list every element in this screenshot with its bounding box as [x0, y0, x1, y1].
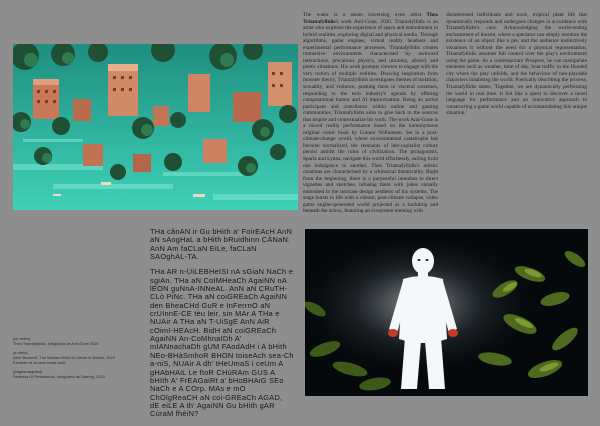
caption-label: (pàgina següent): [13, 369, 43, 374]
caption-next-page: [13, 369, 133, 379]
essay-column-1: [303, 12, 438, 215]
essay-body-continued: disinterested individuals and toxic, tropical plant life that dynamically responds and undergoes changes in accordance with Triantafyllidis's cues. Acknowledging the world-ending enchantment of theatre, where a spectator can simply mention the existence of an object like a pie, and the audience instinctively visualises it without the need for a physical representation, Triantafyllidis assumes full control over the play's environment using the game. As a contemporary Prospero, he can manipulate elements such as weather, time of day, boat traffic in the flooded city where the play unfolds, and the behaviour of non-playable characters inhabiting the world. Poetically describing the process, Triantafyllidis states, 'Together, we are dynamically performing the world in real time. It felt like a quest to discover a novel language for performance and an innovative approach to constructing a game world capable of accommodating this unique situation.': [446, 12, 587, 117]
glitch-paragraph-1: THa cânAN ir Gu bHith a' FoirEAcH AnN aN sAogHaL a bHith bRuidhinn CÀNaN. AnN Am faCLaN EiLe, faCLaN SAOghAL-TA.: [150, 227, 293, 262]
caption-video: [13, 336, 133, 346]
caption-text: Alice Bucknell, The Martian Word for World is Mother, 2023: [13, 355, 115, 360]
caption-text: Federica Di Pietrantonio, fotograma de Dwinng, 2023: [13, 374, 105, 379]
essay-column-2: [446, 12, 587, 117]
white-figure-image: [305, 229, 588, 396]
caption-right: [13, 350, 133, 365]
glitch-paragraph-2: THa AR n-UiLEBHeISI nA sGiaN NaCh e sgiAn. THa aN CoIMHeaCh AgaiNN nA lEON guNnA-INNeAL. AnN aN CRuTH-CLò PiNc. THa aN coiGREaCh AgaiNN den BheaCHd GuR e InFerrnO aN crUInnE-CE tèu leir, sin MAr A THa e NUAir A THa aN T-UiSgE AnN AiR cOimI-HEAcH. BidH aN coiGREaCh AgaiNN An-CoMhnaIDh A' mIANnachaDh gUM FAodAdH i A bHith NEo-BHàSmhoR BHON toiseAch sea-Ch a-niS, NUAir A dh' tHeUmaS i ceUm A gHAbHAiL Le fIoR CHùRAm GUS A bHIth A' FrEAGaiRt a' bHoBHAiG SEo NaCh e A COrp. MAs e mO ChOlgReaCH aN coi-GREaCh AGAD, dE eiLE A th' AgaiNN Gu bHith gAR CùraM fhèiN?: [150, 267, 294, 419]
essay-body: 's work Anti-Gone, 2020. Triantafyllidis is an artist who explores the experience of space and embodiment in hybrid realities, exploring digital and physical media. Through algorithms, game engines, virtual reality headsets and experimental performance processes, Triantafyllidis creates immersive environments characterised by awkward interactions, precarious physics, and uncanny, absurd, and poetic situations. His work prompts viewers to engage with the very notion of multiple realities. Drawing inspiration from monster theory, Triantafyllidis investigates themes of isolation, sexuality, and violence, pushing them to visceral extremes, responding to the tech industry's agenda by offering computational humor and AI improvisation. Being an active participant and contributor within online and gaming communities, Triantafyllidis aims to give back to the sources that inspire and contextualize his work. The work Anti-Gone is a mixed reality performance based on the homonymous original comic book by Connor Willumsen. Set in a post-climate-change world, where environmental catastrophe has become normalized, the remnants of late-capitalist culture persist amidst the ruins of civilization. The protagonists, Sparla and Lynna, navigate this world effortlessly, sailing from one indulgence to another. Theo Triantafyllidis's artistic creations are characterised by a whimsical theatricality. Right from the beginning, there is a purposeful intention to direct vignettes and sketches, infusing them with jokes visually embodied in the intricate design aesthetic of his systems. The stage bursts to life with a vibrant, post-climate collapse, video game engine-generated world projected as a backdrop and beneath the actors, featuring an ecosystem teeming with: [303, 18, 438, 215]
caption-label: (on video): [13, 336, 31, 341]
flooded-city-image: [13, 44, 298, 210]
artist-name: Theo Triantafyllidis: [303, 12, 438, 25]
caption-label: (a dreta): [13, 350, 28, 355]
essay-lead: The water is a steam traversing even artist: [303, 12, 427, 18]
caption-text: Theo Triantafyllidis, fotograma de Anti-Gone 2020: [13, 341, 99, 346]
glitch-text-block: [150, 228, 294, 426]
caption-text: Extracte de la seva instal·lació: [13, 360, 66, 365]
image-captions: [13, 336, 133, 383]
